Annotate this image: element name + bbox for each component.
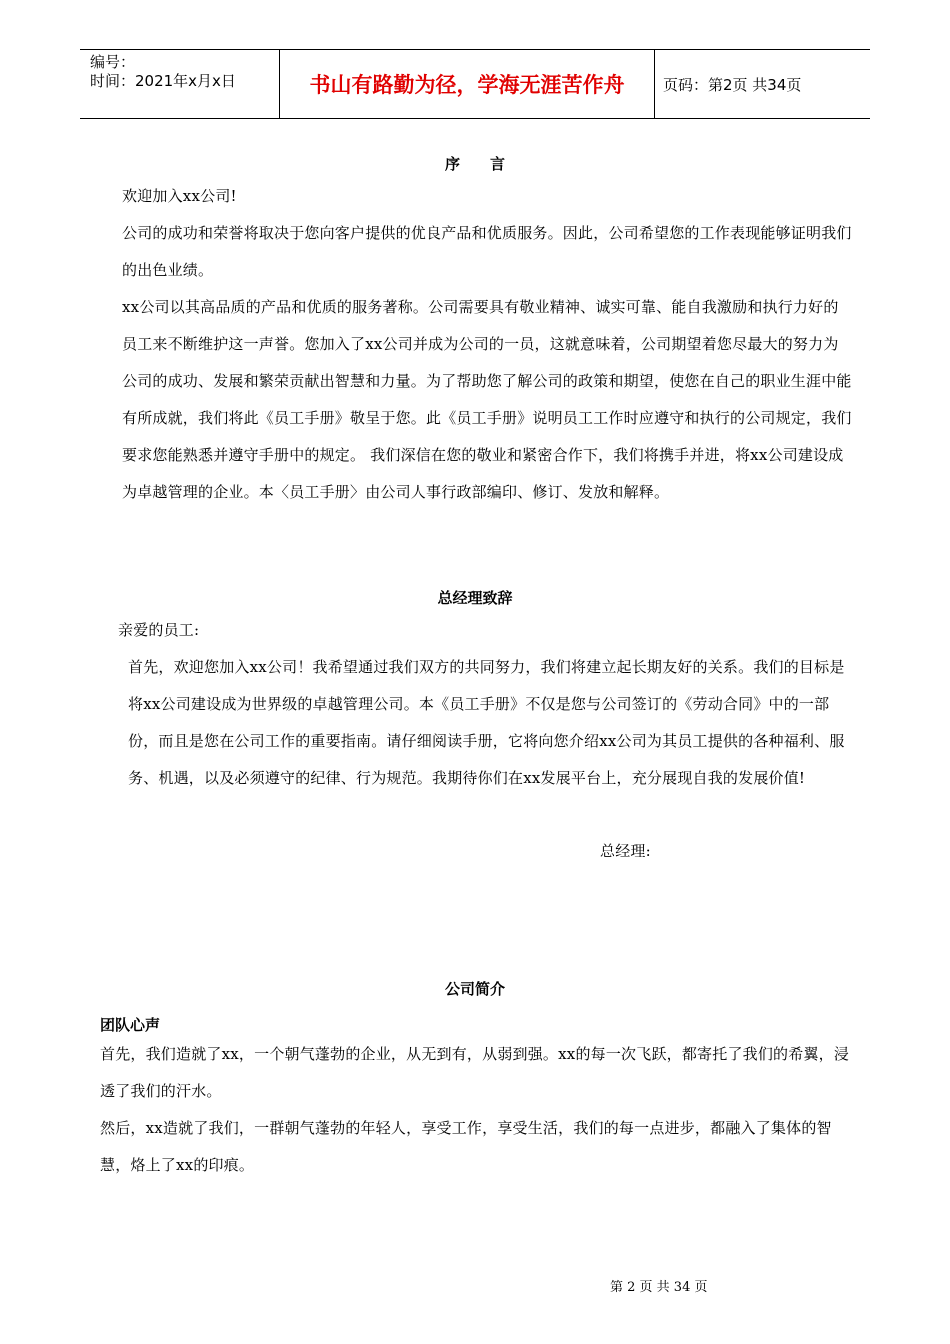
gm-speech-body: 首先，欢迎您加入xx公司！我希望通过我们双方的共同努力，我们将建立起长期友好的关系。我们的目标是将xx公司建设成为世界级的卓越管理公司。本《员工手册》不仅是您与公司签订的《劳动合同》中的一部份，而且是您在公司工作的重要指南。请仔细阅读手册，它将向您介绍xx公司为其员工提供的各种福利、服务、机遇，以及必须遵守的纪律、行为规范。我期待你们在xx发展平台上，充分展现自我的发展价值! (128, 658, 845, 787)
gm-speech-greeting: 亲爱的员工: (118, 621, 200, 639)
page-footer: 第 2 页 共 34 页 (610, 1280, 708, 1295)
header-meta (80, 50, 280, 118)
header-page-label: 页码：第2页 共34页 (663, 75, 802, 94)
company-intro-paragraph-2: 然后，xx造就了我们，一群朝气蓬勃的年轻人，享受工作，享受生活，我们的每一点进步，都融入了集体的智慧，烙上了xx的印痕。 (100, 1119, 832, 1174)
company-intro-paragraph-1: 首先，我们造就了xx，一个朝气蓬勃的企业，从无到有，从弱到强。xx的每一次飞跃，都寄托了我们的希翼，浸透了我们的汗水。 (100, 1045, 850, 1100)
preface-paragraph-3: xx公司以其高品质的产品和优质的服务著称。公司需要具有敬业精神、诚实可靠、能自我激励和执行力好的员工来不断维护这一声誉。您加入了xx公司并成为公司的一员，这就意味着，公司期望着您尽最大的努力为公司的成功、发展和繁荣贡献出智慧和力量。为了帮助您了解公司的政策和期望，使您在自己的职业生涯中能有所成就，我们将此《员工手册》敬呈于您。此《员工手册》说明员工工作时应遵守和执行的公司规定，我们要求您能熟悉并遵守手册中的规定。 我们深信在您的敬业和紧密合作下，我们将携手并进，将xx公司建设成为卓越管理的企业。本〈员工手册〉由公司人事行政部编印、修订、发放和解释。 (122, 298, 852, 501)
document-time-label: 时间：2021年x月x日 (90, 72, 236, 90)
gm-speech-title: 总经理致辞 (437, 589, 513, 607)
header-motto: 书山有路勤为径，学海无涯苦作舟 (280, 50, 655, 118)
preface-paragraph-2: 公司的成功和荣誉将取决于您向客户提供的优良产品和优质服务。因此，公司希望您的工作表现能够证明我们的出色业绩。 (122, 224, 852, 279)
company-intro-title: 公司简介 (444, 980, 505, 998)
team-voice-subtitle: 团队心声 (100, 1016, 161, 1034)
gm-signature: 总经理: (600, 842, 651, 860)
document-number-label: 编号： (90, 53, 136, 71)
preface-paragraph-1: 欢迎加入xx公司! (122, 187, 237, 205)
page-header (80, 49, 870, 119)
preface-title: 序 言 (444, 155, 505, 173)
